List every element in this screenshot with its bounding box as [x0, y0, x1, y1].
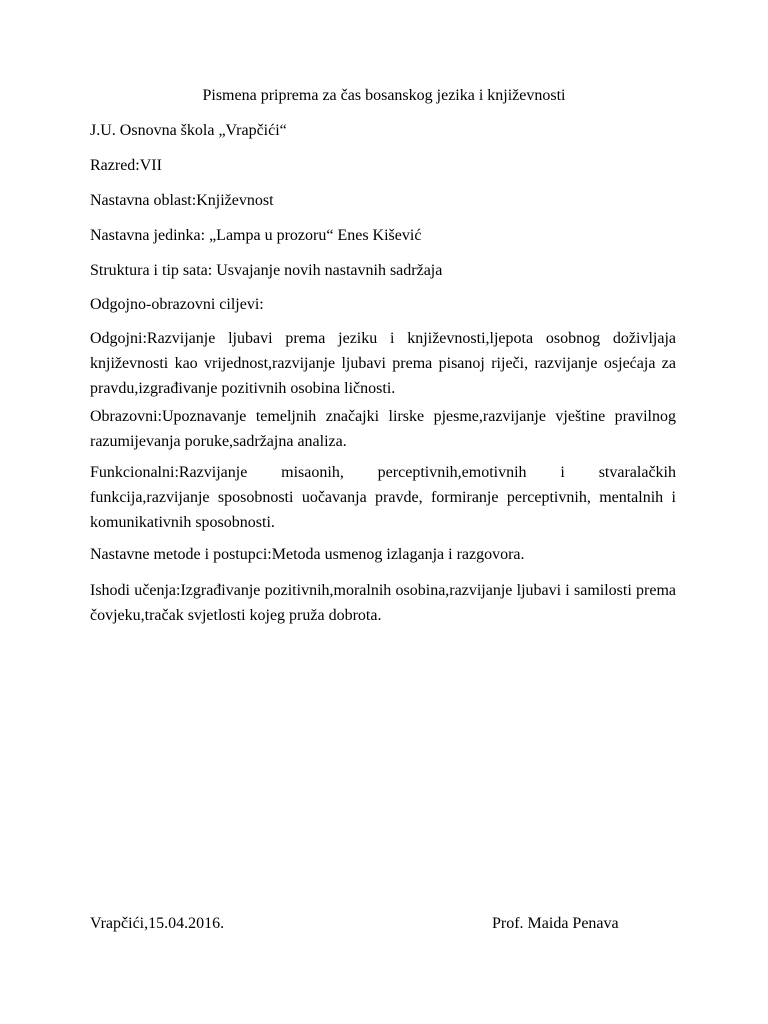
school-line: J.U. Osnovna škola „Vrapčići“: [90, 122, 287, 139]
goal-functional-paragraph: Funkcionalni:Razvijanje misaonih, perceptivnih,emotivnih i stvaralačkih funkcija,razvijanje sposobnosti uočavanja pravde, formiranje perceptivnih, mentalnih i komunikativnih sposobnosti.: [90, 464, 676, 531]
goal-educational-paragraph: Odgojni:Razvijanje ljubavi prema jeziku i književnosti,ljepota osobnog doživljaja književnosti kao vrijednost,razvijanje ljubavi prema pisanoj riječi, razvijanje osjećaja za pravdu,izgrađivanje pozitivnih osobina ličnosti.: [90, 330, 676, 397]
area-line: Nastavna oblast:Književnost: [90, 192, 274, 209]
outcomes-paragraph: Ishodi učenja:Izgrađivanje pozitivnih,moralnih osobina,razvijanje ljubavi i samilosti prema čovjeku,tračak svjetlosti kojeg pruža dobrota.: [90, 582, 676, 624]
unit-line: Nastavna jedinka: „Lampa u prozoru“ Enes Kišević: [90, 227, 422, 244]
methods-paragraph: Nastavne metode i postupci:Metoda usmenog izlaganja i razgovora.: [90, 546, 525, 563]
author-signature: Prof. Maida Penava: [492, 915, 619, 932]
goal-instructional-paragraph: Obrazovni:Upoznavanje temeljnih značajki lirske pjesme,razvijanje vještine pravilnog razumijevanja poruke,sadržajna analiza.: [90, 408, 676, 450]
place-date: Vrapčići,15.04.2016.: [90, 915, 225, 932]
document-title: Pismena priprema za čas bosanskog jezika i književnosti: [202, 87, 566, 104]
structure-line: Struktura i tip sata: Usvajanje novih nastavnih sadržaja: [90, 262, 443, 279]
grade-line: Razred:VII: [90, 157, 162, 174]
goals-heading: Odgojno-obrazovni ciljevi:: [90, 296, 264, 313]
